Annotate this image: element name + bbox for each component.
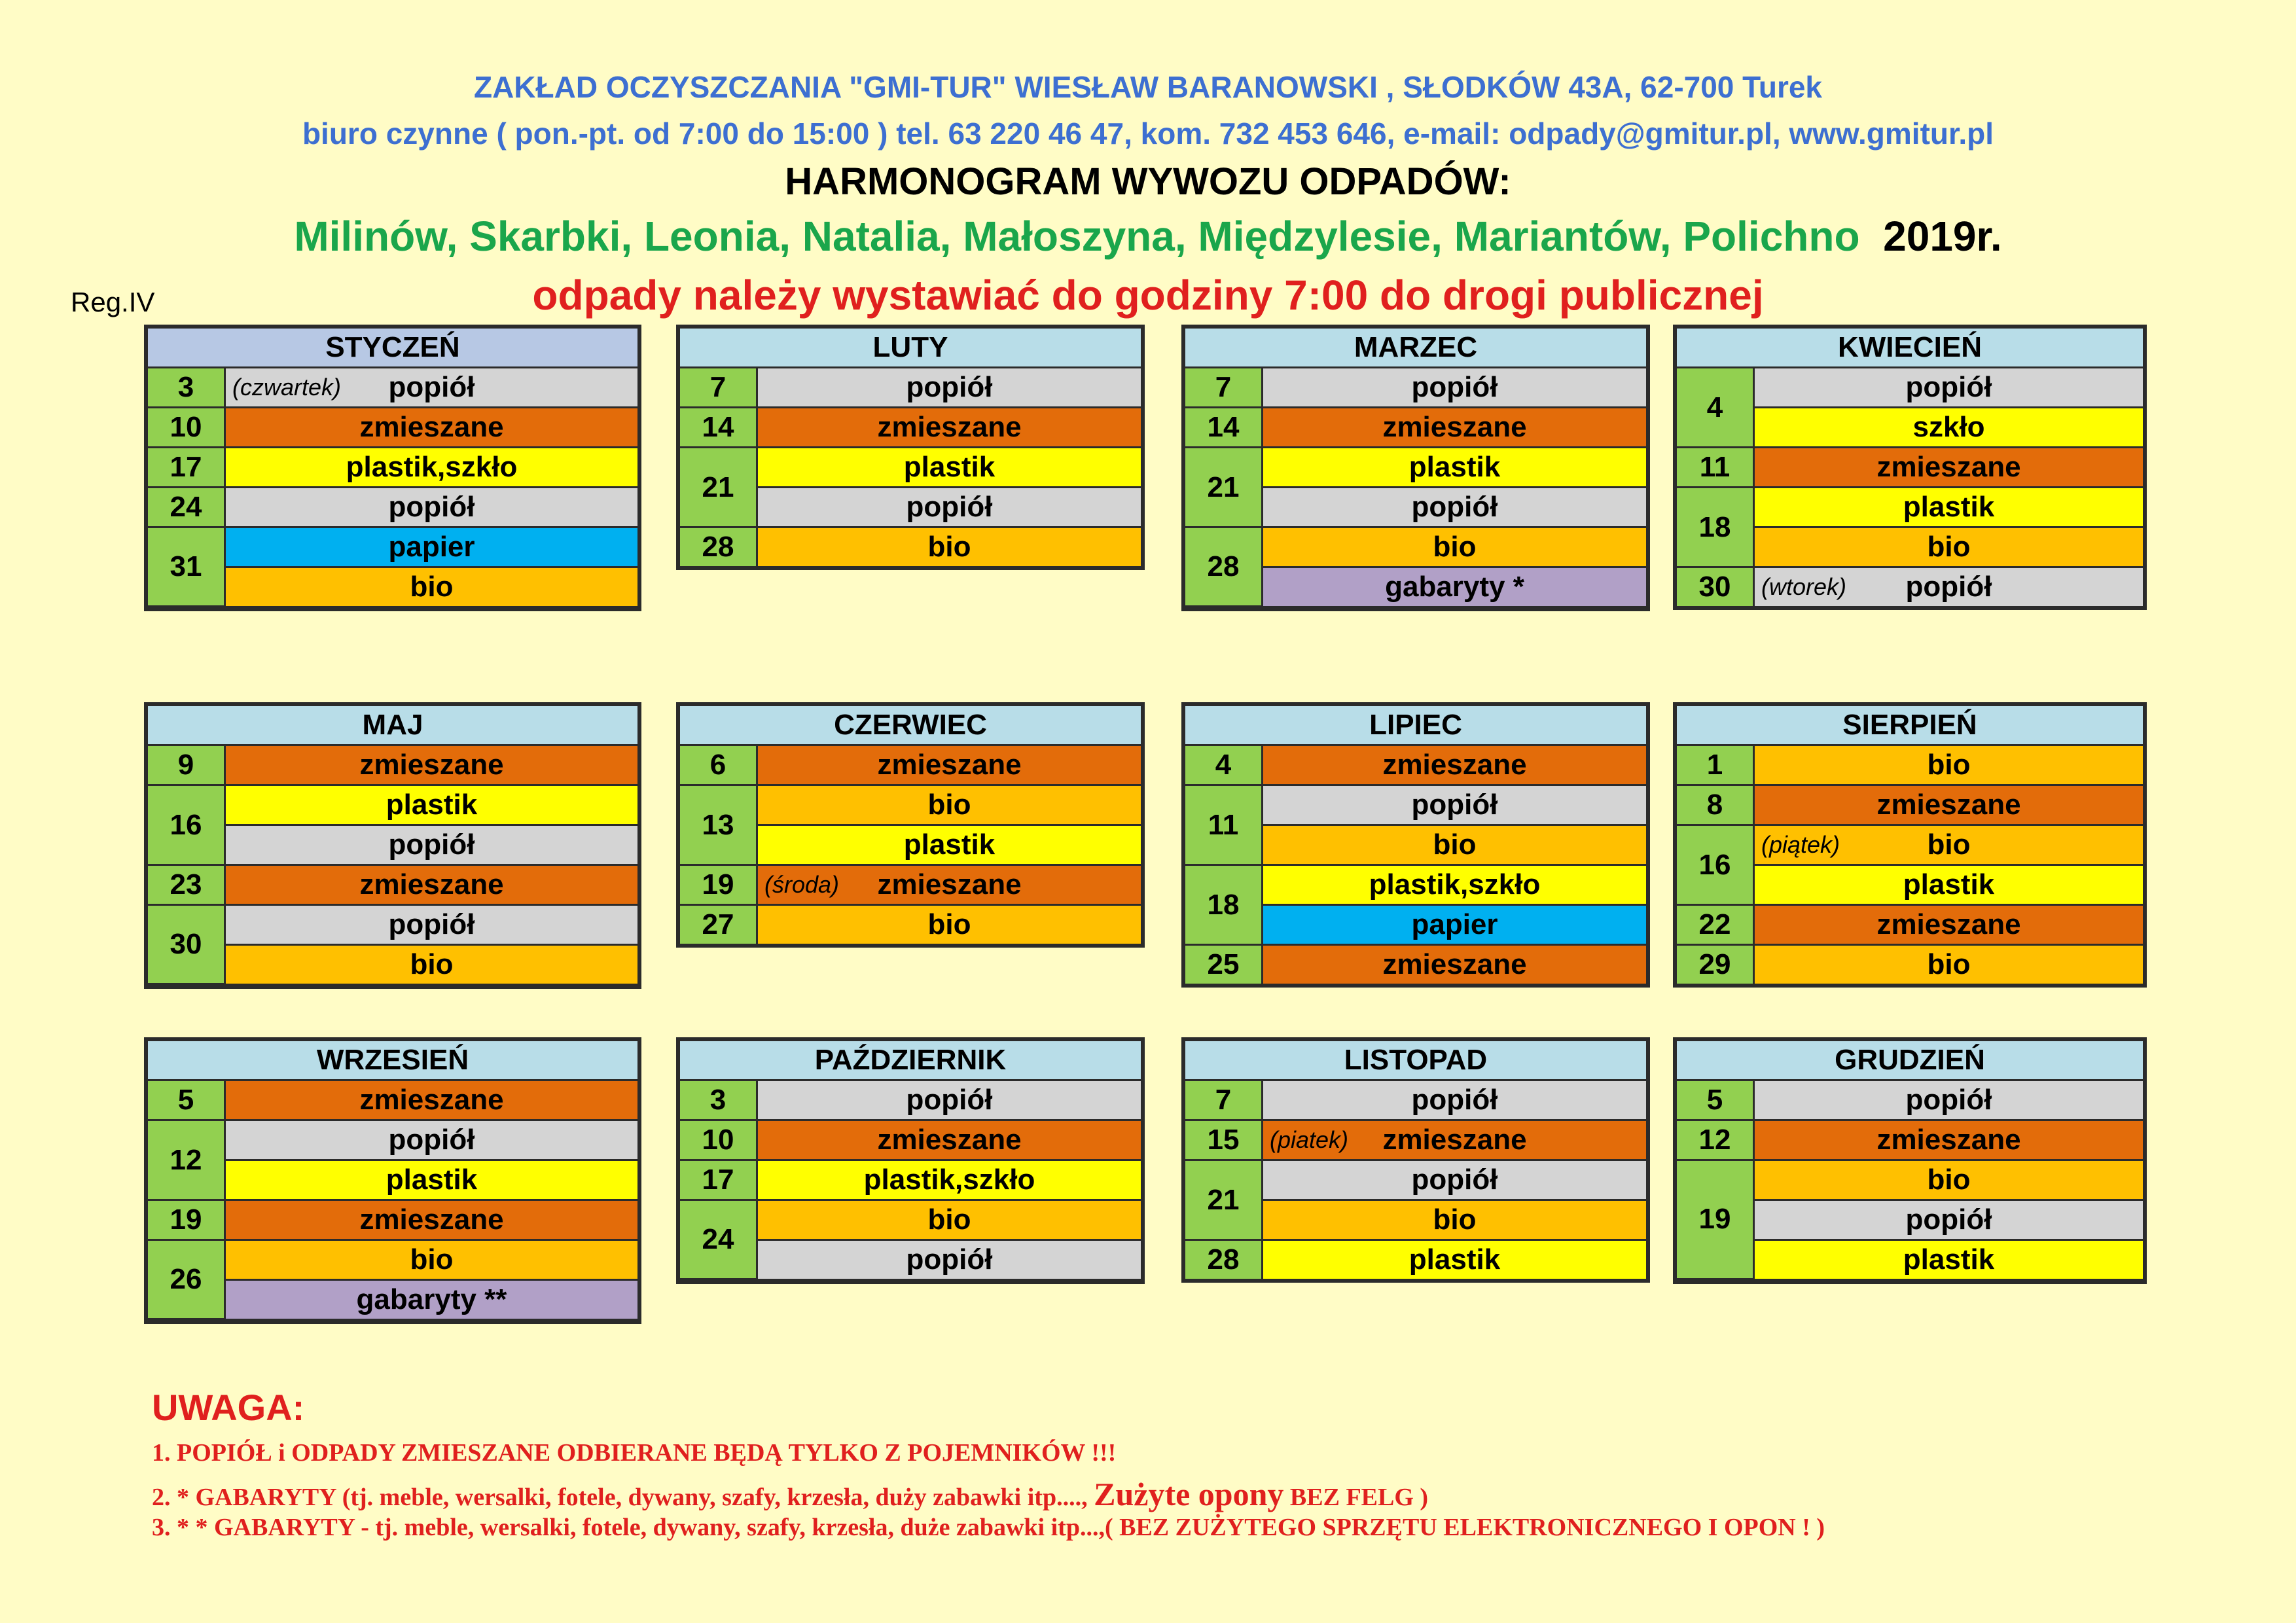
note-ash-mixed: 1. POPIÓŁ i ODPADY ZMIESZANE ODBIERANE BĘDĄ TYLKO Z POJEMNIKÓW !!!: [152, 1439, 1117, 1467]
schedule-row: [148, 1120, 637, 1160]
waste-type: [757, 527, 1141, 567]
waste-type-label: bio: [1433, 1204, 1477, 1236]
waste-type-label: plastik,szkło: [863, 1164, 1035, 1196]
month-6: [1181, 702, 1650, 988]
month-table: [1185, 368, 1646, 607]
schedule-row: [148, 527, 637, 567]
waste-type: [225, 567, 638, 607]
collection-day: 21: [1185, 1160, 1263, 1240]
schedule-row: [148, 746, 637, 785]
collection-day: 23: [148, 865, 225, 905]
waste-type: [1754, 567, 2144, 607]
waste-type-label: bio: [410, 948, 454, 980]
waste-type: [1754, 368, 2144, 408]
waste-type-label: zmieszane: [1382, 749, 1527, 781]
month-10: [1181, 1037, 1650, 1283]
waste-type: [757, 488, 1141, 527]
waste-type: [757, 1160, 1141, 1200]
waste-type: [1263, 448, 1647, 488]
month-name: PAŹDZIERNIK: [680, 1041, 1141, 1081]
page-title: HARMONOGRAM WYWOZU ODPADÓW:: [785, 160, 1511, 203]
waste-type: [757, 1081, 1141, 1120]
waste-type-label: bio: [410, 1243, 454, 1275]
month-table: [1677, 368, 2143, 606]
waste-type: [225, 825, 638, 865]
waste-type-label: zmieszane: [359, 868, 504, 901]
waste-type-label: papier: [388, 531, 475, 563]
waste-type: [225, 488, 638, 527]
waste-type-label: zmieszane: [877, 868, 1022, 901]
month-4: [144, 702, 641, 989]
schedule-row: [680, 1081, 1141, 1120]
waste-type-label: popiół: [388, 908, 475, 940]
month-5: [676, 702, 1145, 948]
month-name: LIPIEC: [1185, 706, 1646, 746]
waste-type: [1754, 527, 2144, 567]
waste-type: [1263, 567, 1647, 607]
collection-day: 19: [148, 1200, 225, 1240]
collection-day: 18: [1677, 488, 1754, 567]
waste-type-label: zmieszane: [1382, 411, 1527, 443]
schedule-row: [148, 865, 637, 905]
weekday-note: (czwartek): [232, 374, 342, 401]
waste-type-label: zmieszane: [1382, 1124, 1527, 1156]
waste-type: [225, 1081, 638, 1120]
waste-type: [1263, 408, 1647, 448]
waste-type-label: bio: [1927, 1164, 1971, 1196]
waste-type: [225, 746, 638, 785]
waste-type: [1754, 865, 2144, 905]
waste-type-label: popiół: [1411, 1084, 1498, 1116]
waste-type: [1754, 746, 2144, 785]
collection-day: 17: [148, 448, 225, 488]
waste-type-label: plastik,szkło: [346, 451, 518, 483]
waste-type: [1754, 945, 2144, 984]
waste-type: [225, 945, 638, 984]
waste-type-label: plastik: [386, 789, 478, 821]
schedule-row: [1185, 527, 1646, 567]
waste-type: [1754, 1120, 2144, 1160]
schedule-row: [1185, 1160, 1646, 1200]
schedule-row: [148, 1081, 637, 1120]
waste-type: [225, 905, 638, 945]
waste-type-label: zmieszane: [877, 749, 1022, 781]
weekday-note: (piatek): [1270, 1126, 1349, 1153]
collection-day: 7: [1185, 1081, 1263, 1120]
region-label: Reg.IV: [71, 287, 155, 317]
collection-day: 4: [1185, 746, 1263, 785]
waste-type-label: zmieszane: [1876, 1124, 2021, 1156]
waste-type-label: plastik: [386, 1164, 478, 1196]
collection-day: 1: [1677, 746, 1754, 785]
note-bulky-1-end: BEZ FELG ): [1283, 1484, 1429, 1511]
collection-day: 26: [148, 1240, 225, 1319]
waste-type-label: plastik: [903, 451, 996, 483]
waste-type-label: plastik: [903, 829, 996, 861]
schedule-row: [1677, 368, 2143, 408]
schedule-row: [680, 865, 1141, 905]
collection-day: 11: [1185, 785, 1263, 865]
waste-type-label: zmieszane: [1876, 451, 2021, 483]
year-label: 2019r.: [1883, 213, 2002, 260]
collection-day: 11: [1677, 448, 1754, 488]
month-name: CZERWIEC: [680, 706, 1141, 746]
collection-day: 16: [1677, 825, 1754, 905]
month-table: [1185, 1081, 1646, 1279]
schedule-row: [1185, 746, 1646, 785]
collection-day: 25: [1185, 945, 1263, 984]
waste-type-label: bio: [410, 571, 454, 603]
waste-type: [1263, 1240, 1647, 1279]
collection-day: 10: [148, 408, 225, 448]
collection-day: 6: [680, 746, 757, 785]
waste-type: [757, 408, 1141, 448]
waste-type-label: popiół: [1411, 789, 1498, 821]
schedule-row: [1185, 945, 1646, 984]
month-name: LISTOPAD: [1185, 1041, 1646, 1081]
waste-type-label: zmieszane: [1876, 789, 2021, 821]
month-3: [1673, 325, 2147, 610]
weekday-note: (piątek): [1761, 831, 1840, 858]
waste-type-label: zmieszane: [359, 749, 504, 781]
waste-type-label: papier: [1411, 908, 1498, 940]
collection-day: 28: [680, 527, 757, 567]
schedule-row: [148, 408, 637, 448]
month-table: [1185, 746, 1646, 984]
waste-type-label: popiół: [906, 1084, 993, 1116]
waste-type: [1263, 865, 1647, 905]
waste-type: [1263, 368, 1647, 408]
collection-day: 4: [1677, 368, 1754, 448]
month-name: KWIECIEŃ: [1677, 329, 2143, 368]
waste-type: [225, 1120, 638, 1160]
schedule-row: [1185, 1120, 1646, 1160]
waste-type-label: bio: [1927, 531, 1971, 563]
waste-type-label: bio: [927, 789, 971, 821]
schedule-row: [1185, 865, 1646, 905]
collection-day: 17: [680, 1160, 757, 1200]
waste-type-label: zmieszane: [359, 411, 504, 443]
schedule-row: [680, 746, 1141, 785]
waste-type: [1263, 746, 1647, 785]
collection-day: 24: [148, 488, 225, 527]
waste-type: [1263, 488, 1647, 527]
schedule-row: [1185, 368, 1646, 408]
waste-type: [757, 1240, 1141, 1279]
schedule-row: [1677, 1160, 2143, 1200]
collection-day: 16: [148, 785, 225, 865]
waste-type-label: popiół: [1905, 571, 1992, 603]
weekday-note: (środa): [764, 871, 840, 898]
waste-type: [1754, 825, 2144, 865]
waste-type: [225, 527, 638, 567]
waste-type: [225, 368, 638, 408]
waste-type-label: plastik,szkło: [1369, 868, 1541, 901]
waste-type: [1263, 1120, 1647, 1160]
collection-day: 19: [1677, 1160, 1754, 1279]
waste-type-label: gabaryty **: [356, 1283, 507, 1315]
waste-type-label: popiół: [906, 371, 993, 403]
schedule-row: [680, 408, 1141, 448]
waste-type: [225, 865, 638, 905]
waste-type-label: plastik: [1408, 451, 1501, 483]
waste-type: [757, 785, 1141, 825]
collection-day: 22: [1677, 905, 1754, 945]
schedule-row: [1185, 448, 1646, 488]
waste-type-label: zmieszane: [1382, 948, 1527, 980]
note-bulky-1-text: 2. * GABARYTY (tj. meble, wersalki, fotele, dywany, szafy, krzesła, duży zabawki itp....,: [152, 1484, 1094, 1511]
collection-day: 3: [680, 1081, 757, 1120]
waste-type: [225, 785, 638, 825]
schedule-row: [1677, 905, 2143, 945]
schedule-row: [1185, 1081, 1646, 1120]
waste-type-label: zmieszane: [359, 1084, 504, 1116]
schedule-row: [1185, 785, 1646, 825]
collection-day: 12: [1677, 1120, 1754, 1160]
waste-type: [225, 1240, 638, 1280]
month-0: [144, 325, 641, 611]
schedule-row: [1677, 825, 2143, 865]
waste-type-label: zmieszane: [359, 1204, 504, 1236]
schedule-row: [680, 1200, 1141, 1240]
towns-line: [0, 212, 2296, 260]
waste-type-label: plastik: [1903, 491, 1995, 523]
month-name: SIERPIEŃ: [1677, 706, 2143, 746]
collection-day: 18: [1185, 865, 1263, 945]
collection-day: 9: [148, 746, 225, 785]
waste-type-label: plastik: [1903, 1243, 1995, 1275]
weekday-note: (wtorek): [1761, 573, 1847, 600]
company-line: ZAKŁAD OCZYSZCZANIA "GMI-TUR" WIESŁAW BARANOWSKI , SŁODKÓW 43A, 62-700 Turek: [473, 70, 1823, 104]
schedule-row: [1677, 567, 2143, 607]
waste-type: [1754, 408, 2144, 448]
waste-type: [1754, 1081, 2144, 1120]
collection-day: 7: [1185, 368, 1263, 408]
note-bulky-1: [152, 1475, 1428, 1513]
waste-type-label: bio: [927, 908, 971, 940]
schedule-row: [680, 527, 1141, 567]
waste-type-label: bio: [1927, 749, 1971, 781]
waste-type: [757, 448, 1141, 488]
waste-type: [1263, 1200, 1647, 1240]
waste-type-label: popiół: [388, 829, 475, 861]
collection-day: 19: [680, 865, 757, 905]
waste-type-label: plastik: [1408, 1243, 1501, 1275]
waste-type: [1754, 1200, 2144, 1240]
waste-type: [1754, 488, 2144, 527]
waste-type: [1263, 1160, 1647, 1200]
collection-day: 7: [680, 368, 757, 408]
waste-type: [1263, 1081, 1647, 1120]
waste-type: [1754, 905, 2144, 945]
collection-day: 30: [148, 905, 225, 984]
schedule-row: [1677, 785, 2143, 825]
month-8: [144, 1037, 641, 1324]
month-2: [1181, 325, 1650, 611]
waste-type: [225, 1160, 638, 1200]
collection-day: 28: [1185, 527, 1263, 607]
collection-day: 21: [1185, 448, 1263, 527]
waste-type-label: zmieszane: [1876, 908, 2021, 940]
waste-type-label: bio: [927, 1204, 971, 1236]
month-table: [1677, 1081, 2143, 1280]
schedule-row: [148, 1200, 637, 1240]
waste-type: [1754, 448, 2144, 488]
month-7: [1673, 702, 2147, 988]
collection-day: 3: [148, 368, 225, 408]
waste-type-label: zmieszane: [877, 411, 1022, 443]
month-name: LUTY: [680, 329, 1141, 368]
month-table: [148, 746, 637, 985]
waste-type: [1263, 527, 1647, 567]
waste-type-label: plastik: [1903, 868, 1995, 901]
schedule-row: [148, 448, 637, 488]
waste-type-label: popiół: [906, 491, 993, 523]
schedule-row: [680, 905, 1141, 944]
waste-type-label: popiół: [388, 371, 475, 403]
schedule-row: [1185, 408, 1646, 448]
collection-day: 28: [1185, 1240, 1263, 1279]
waste-type: [225, 408, 638, 448]
collection-day: 29: [1677, 945, 1754, 984]
schedule-row: [680, 448, 1141, 488]
month-11: [1673, 1037, 2147, 1284]
schedule-row: [1677, 746, 2143, 785]
schedule-row: [1677, 448, 2143, 488]
schedule-row: [148, 368, 637, 408]
waste-type: [757, 865, 1141, 905]
schedule-row: [148, 1240, 637, 1280]
waste-type-label: popiół: [1905, 1084, 1992, 1116]
month-1: [676, 325, 1145, 570]
schedule-row: [1677, 945, 2143, 984]
waste-type-label: bio: [1927, 948, 1971, 980]
placement-notice: odpady należy wystawiać do godziny 7:00 do drogi publicznej: [532, 272, 1764, 319]
waste-type: [225, 1280, 638, 1319]
month-name: GRUDZIEŃ: [1677, 1041, 2143, 1081]
schedule-row: [680, 785, 1141, 825]
collection-day: 8: [1677, 785, 1754, 825]
schedule-row: [1677, 1120, 2143, 1160]
collection-day: 10: [680, 1120, 757, 1160]
waste-type-label: popiół: [906, 1243, 993, 1275]
schedule-row: [148, 785, 637, 825]
note-tyres: Zużyte opony: [1094, 1476, 1284, 1512]
notes-title: UWAGA:: [152, 1387, 305, 1428]
waste-type: [1754, 785, 2144, 825]
waste-type-label: bio: [927, 531, 971, 563]
waste-type: [225, 448, 638, 488]
waste-type-label: bio: [1927, 829, 1971, 861]
month-name: MAJ: [148, 706, 637, 746]
towns-list: Milinów, Skarbki, Leonia, Natalia, Małoszyna, Międzylesie, Mariantów, Polichno: [294, 213, 1860, 260]
waste-type-label: popiół: [1905, 1204, 1992, 1236]
collection-day: 13: [680, 785, 757, 865]
waste-type-label: gabaryty *: [1385, 571, 1524, 603]
waste-type: [1754, 1240, 2144, 1279]
waste-type-label: bio: [1433, 531, 1477, 563]
waste-type: [757, 368, 1141, 408]
month-table: [680, 746, 1141, 944]
waste-type: [757, 1200, 1141, 1240]
collection-day: 24: [680, 1200, 757, 1279]
waste-type-label: szkło: [1912, 411, 1985, 443]
collection-day: 5: [1677, 1081, 1754, 1120]
schedule-row: [148, 488, 637, 527]
waste-type: [1263, 945, 1647, 984]
waste-type-label: popiół: [388, 491, 475, 523]
collection-day: 15: [1185, 1120, 1263, 1160]
collection-day: 27: [680, 905, 757, 944]
collection-day: 31: [148, 527, 225, 607]
schedule-row: [680, 1160, 1141, 1200]
month-table: [148, 1081, 637, 1320]
waste-type: [1263, 905, 1647, 945]
month-name: MARZEC: [1185, 329, 1646, 368]
collection-day: 30: [1677, 567, 1754, 607]
waste-type: [225, 1200, 638, 1240]
office-hours-line: biuro czynne ( pon.-pt. od 7:00 do 15:00 ) tel. 63 220 46 47, kom. 732 453 646, e-mail: odpady@gmitur.pl, www.gmitur.pl: [302, 116, 1994, 151]
schedule-row: [1677, 488, 2143, 527]
schedule-row: [1677, 1081, 2143, 1120]
waste-type-label: popiół: [1411, 371, 1498, 403]
waste-type-label: zmieszane: [877, 1124, 1022, 1156]
month-table: [680, 368, 1141, 566]
waste-type: [757, 825, 1141, 865]
month-table: [1677, 746, 2143, 984]
month-name: STYCZEŃ: [148, 329, 637, 368]
waste-type-label: popiół: [1905, 371, 1992, 403]
schedule-row: [1185, 1240, 1646, 1279]
month-9: [676, 1037, 1145, 1284]
month-name: WRZESIEŃ: [148, 1041, 637, 1081]
waste-type: [1263, 785, 1647, 825]
note-bulky-2: 3. * * GABARYTY - tj. meble, wersalki, fotele, dywany, szafy, krzesła, duże zabawki itp...,( BEZ ZUŻYTEGO SPRZĘTU ELEKTRONICZNEGO I OPON ! ): [152, 1514, 1825, 1541]
schedule-row: [680, 368, 1141, 408]
collection-day: 14: [1185, 408, 1263, 448]
month-table: [680, 1081, 1141, 1280]
collection-day: 5: [148, 1081, 225, 1120]
collection-day: 21: [680, 448, 757, 527]
waste-type: [757, 1120, 1141, 1160]
waste-type-label: popiół: [1411, 1164, 1498, 1196]
schedule-row: [680, 1120, 1141, 1160]
month-table: [148, 368, 637, 607]
collection-day: 12: [148, 1120, 225, 1200]
waste-type-label: popiół: [1411, 491, 1498, 523]
waste-type: [757, 905, 1141, 944]
waste-type-label: popiół: [388, 1124, 475, 1156]
waste-type: [1754, 1160, 2144, 1200]
collection-day: 14: [680, 408, 757, 448]
schedule-row: [148, 905, 637, 945]
waste-type-label: bio: [1433, 829, 1477, 861]
waste-type: [1263, 825, 1647, 865]
waste-type: [757, 746, 1141, 785]
